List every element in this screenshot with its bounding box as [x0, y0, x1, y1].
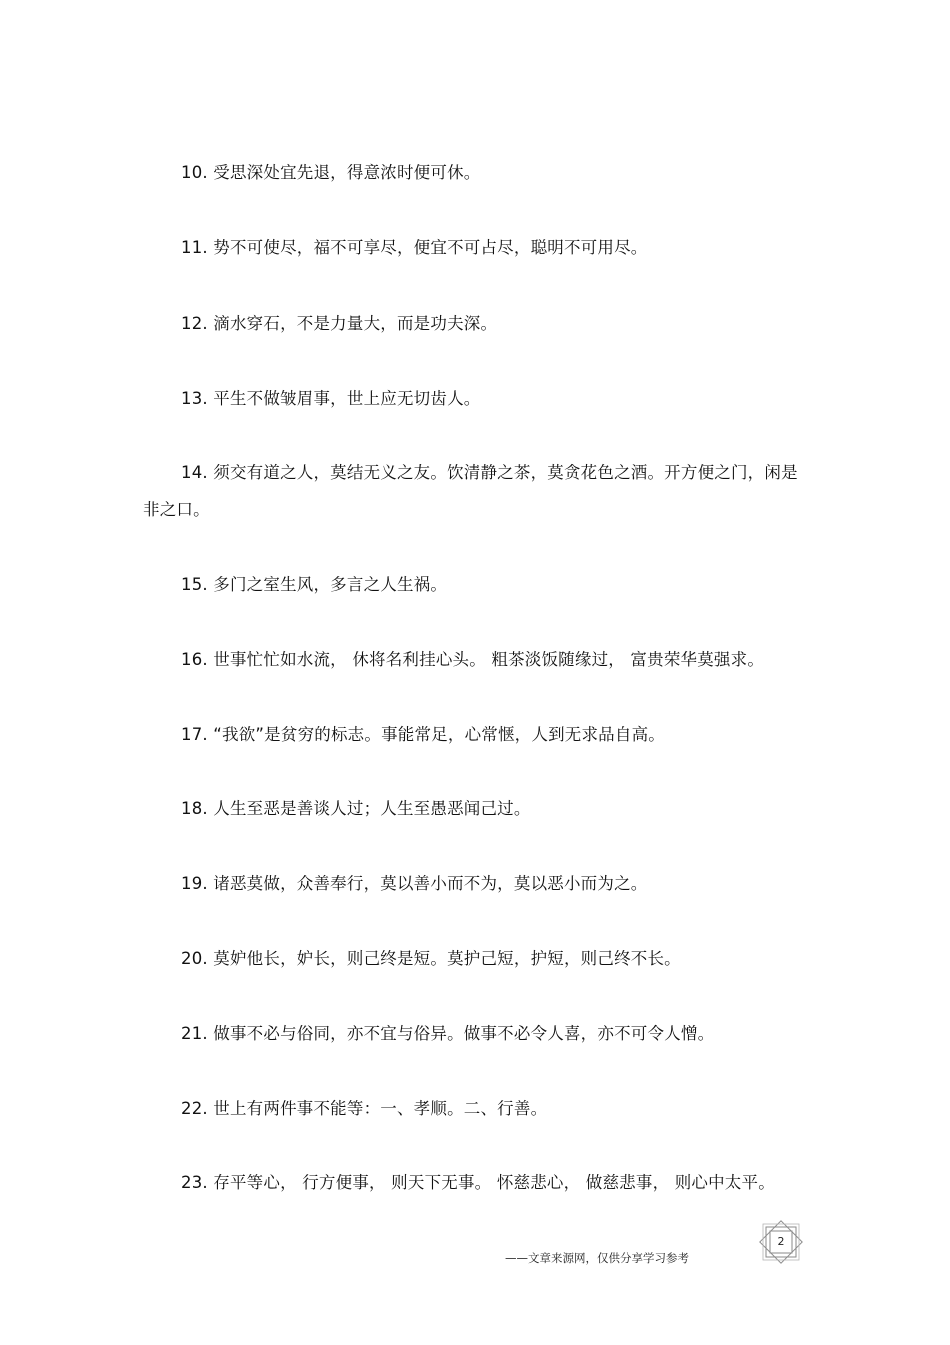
list-item: 12. 滴水穿石，不是力量大，而是功夫深。 [181, 314, 498, 333]
footer-source-note: ——文章来源网，仅供分享学习参考 [505, 1251, 689, 1265]
list-item: 19. 诸恶莫做，众善奉行，莫以善小而不为，莫以恶小而为之。 [181, 874, 648, 893]
list-item: 22. 世上有两件事不能等：一、孝顺。二、行善。 [181, 1099, 548, 1118]
list-item: 14. 须交有道之人，莫结无义之友。饮清静之茶，莫贪花色之酒。开方便之门，闲是非之口。 [143, 463, 798, 519]
list-item: 15. 多门之室生风，多言之人生祸。 [181, 575, 448, 594]
list-item: 23. 存平等心， 行方便事， 则天下无事。 怀慈悲心， 做慈悲事， 则心中太平。 [181, 1173, 775, 1192]
list-item: 13. 平生不做皱眉事，世上应无切齿人。 [181, 389, 481, 408]
list-item: 21. 做事不必与俗同，亦不宜与俗异。做事不必令人喜，亦不可令人憎。 [181, 1024, 715, 1043]
list-item: 17. “我欲”是贫穷的标志。事能常足，心常惬，人到无求品自高。 [181, 725, 665, 744]
list-item: 11. 势不可使尽，福不可享尽，便宜不可占尽，聪明不可用尽。 [181, 238, 648, 257]
list-item: 20. 莫妒他长，妒长，则己终是短。莫护己短，护短，则己终不长。 [181, 949, 681, 968]
page-number: 2 [777, 1235, 785, 1248]
page-number-badge [757, 1218, 805, 1266]
list-item: 18. 人生至恶是善谈人过；人生至愚恶闻己过。 [181, 799, 531, 818]
list-item: 16. 世事忙忙如水流， 休将名利挂心头。 粗茶淡饭随缘过， 富贵荣华莫强求。 [181, 650, 765, 669]
list-item: 10. 受思深处宜先退，得意浓时便可休。 [181, 163, 481, 182]
